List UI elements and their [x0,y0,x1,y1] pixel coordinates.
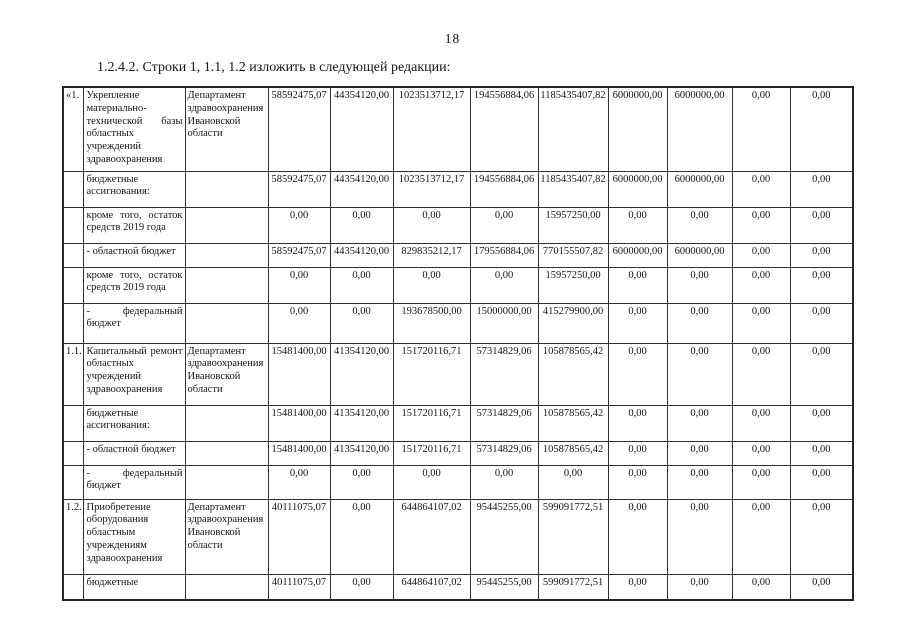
row-name-cell: кроме того, остаток средств 2019 года [83,267,185,303]
value-cell: 0,00 [608,207,667,243]
value-cell: 0,00 [790,343,853,405]
value-cell: 0,00 [667,343,732,405]
value-cell: 0,00 [732,441,790,465]
executor-cell [185,267,268,303]
row-name-cell: - федеральный бюджет [83,303,185,343]
value-cell: 1023513712,17 [393,171,470,207]
value-cell: 0,00 [790,499,853,574]
executor-cell [185,574,268,600]
value-cell: 6000000,00 [667,87,732,171]
value-cell: 0,00 [732,303,790,343]
value-cell: 6000000,00 [667,243,732,267]
table-row [63,207,853,243]
value-cell: 0,00 [667,441,732,465]
executor-cell [185,243,268,267]
row-name-cell: бюджетные ассигнования: [83,171,185,207]
value-cell: 0,00 [732,87,790,171]
value-cell: 0,00 [470,267,538,303]
value-cell: 1185435407,82 [538,171,608,207]
value-cell: 0,00 [608,343,667,405]
table-row [63,405,853,441]
row-number-cell [63,574,83,600]
value-cell: 0,00 [330,574,393,600]
value-cell: 41354120,00 [330,441,393,465]
value-cell: 57314829,06 [470,405,538,441]
value-cell: 0,00 [608,303,667,343]
value-cell: 194556884,06 [470,171,538,207]
value-cell: 0,00 [393,267,470,303]
value-cell: 0,00 [667,465,732,499]
value-cell: 151720116,71 [393,441,470,465]
value-cell: 40111075,07 [268,499,330,574]
table-row [63,243,853,267]
value-cell: 15481400,00 [268,441,330,465]
row-number-cell [63,207,83,243]
executor-cell [185,465,268,499]
value-cell: 6000000,00 [667,171,732,207]
row-number-cell [63,243,83,267]
row-number-cell [63,267,83,303]
value-cell: 0,00 [538,465,608,499]
value-cell: 0,00 [732,207,790,243]
page-number: 18 [444,31,461,46]
table-row [63,267,853,303]
executor-cell: Департамент здравоохранения Ивановской области [185,499,268,574]
row-name-cell: - областной бюджет [83,243,185,267]
table-row [63,87,853,171]
value-cell: 41354120,00 [330,405,393,441]
budget-table [62,86,854,601]
value-cell: 0,00 [268,465,330,499]
value-cell: 0,00 [330,267,393,303]
value-cell: 0,00 [790,87,853,171]
value-cell: 0,00 [790,207,853,243]
value-cell: 58592475,07 [268,243,330,267]
value-cell: 58592475,07 [268,171,330,207]
row-number-cell [63,465,83,499]
value-cell: 0,00 [667,267,732,303]
section-heading: 1.2.4.2. Строки 1, 1.1, 1.2 изложить в следующей редакции: [97,60,451,75]
value-cell: 105878565,42 [538,441,608,465]
value-cell: 0,00 [330,207,393,243]
value-cell: 0,00 [268,267,330,303]
value-cell: 95445255,00 [470,574,538,600]
row-number-cell [63,405,83,441]
value-cell: 0,00 [790,267,853,303]
table-row [63,303,853,343]
value-cell: 0,00 [268,207,330,243]
table-row [63,171,853,207]
value-cell: 0,00 [790,171,853,207]
value-cell: 0,00 [393,207,470,243]
value-cell: 0,00 [667,499,732,574]
value-cell: 57314829,06 [470,343,538,405]
table-row [63,465,853,499]
value-cell: 0,00 [790,574,853,600]
value-cell: 0,00 [608,405,667,441]
value-cell: 0,00 [732,267,790,303]
value-cell: 0,00 [790,441,853,465]
value-cell: 0,00 [330,303,393,343]
value-cell: 15000000,00 [470,303,538,343]
budget-table-body [63,87,853,600]
row-number-cell [63,441,83,465]
value-cell: 151720116,71 [393,405,470,441]
value-cell: 6000000,00 [608,87,667,171]
row-name-cell: Приобретение оборудования областным учреждениям здравоохранения [83,499,185,574]
row-number-cell: 1.2. [63,499,83,574]
row-name-cell: - областной бюджет [83,441,185,465]
value-cell: 44354120,00 [330,171,393,207]
value-cell: 0,00 [790,405,853,441]
value-cell: 0,00 [330,499,393,574]
value-cell: 0,00 [790,243,853,267]
value-cell: 415279900,00 [538,303,608,343]
value-cell: 15481400,00 [268,343,330,405]
row-name-cell: кроме того, остаток средств 2019 года [83,207,185,243]
table-row [63,343,853,405]
row-number-cell: 1.1. [63,343,83,405]
value-cell: 599091772,51 [538,574,608,600]
value-cell: 0,00 [608,574,667,600]
value-cell: 0,00 [790,465,853,499]
value-cell: 15957250,00 [538,267,608,303]
value-cell: 0,00 [732,343,790,405]
value-cell: 0,00 [667,303,732,343]
value-cell: 0,00 [608,465,667,499]
value-cell: 0,00 [732,243,790,267]
value-cell: 0,00 [732,499,790,574]
value-cell: 40111075,07 [268,574,330,600]
executor-cell [185,207,268,243]
value-cell: 0,00 [608,441,667,465]
value-cell: 15481400,00 [268,405,330,441]
row-number-cell [63,303,83,343]
value-cell: 0,00 [667,207,732,243]
value-cell: 0,00 [608,499,667,574]
table-row [63,499,853,574]
value-cell: 193678500,00 [393,303,470,343]
value-cell: 105878565,42 [538,343,608,405]
value-cell: 6000000,00 [608,243,667,267]
value-cell: 0,00 [330,465,393,499]
value-cell: 41354120,00 [330,343,393,405]
row-name-cell: бюджетные [83,574,185,600]
value-cell: 0,00 [790,303,853,343]
value-cell: 1185435407,82 [538,87,608,171]
value-cell: 151720116,71 [393,343,470,405]
value-cell: 194556884,06 [470,87,538,171]
row-name-cell: бюджетные ассигнования: [83,405,185,441]
value-cell: 0,00 [732,465,790,499]
row-name-cell: - федеральный бюджет [83,465,185,499]
value-cell: 95445255,00 [470,499,538,574]
value-cell: 6000000,00 [608,171,667,207]
value-cell: 644864107,02 [393,574,470,600]
value-cell: 57314829,06 [470,441,538,465]
row-name-cell: Капитальный ремонт областных учреждений здравоохранения [83,343,185,405]
executor-cell [185,405,268,441]
row-number-cell [63,171,83,207]
executor-cell: Департамент здравоохранения Ивановской области [185,343,268,405]
value-cell: 644864107,02 [393,499,470,574]
executor-cell [185,303,268,343]
value-cell: 0,00 [667,574,732,600]
value-cell: 0,00 [268,303,330,343]
value-cell: 105878565,42 [538,405,608,441]
value-cell: 58592475,07 [268,87,330,171]
value-cell: 0,00 [732,405,790,441]
executor-cell [185,441,268,465]
value-cell: 0,00 [732,171,790,207]
value-cell: 179556884,06 [470,243,538,267]
value-cell: 0,00 [608,267,667,303]
value-cell: 0,00 [393,465,470,499]
value-cell: 1023513712,17 [393,87,470,171]
row-number-cell: «1. [63,87,83,171]
value-cell: 15957250,00 [538,207,608,243]
value-cell: 0,00 [732,574,790,600]
row-name-cell: Укрепление материально-технической базы областных учреждений здравоохранения [83,87,185,171]
table-row [63,441,853,465]
executor-cell [185,171,268,207]
value-cell: 0,00 [470,465,538,499]
value-cell: 829835212,17 [393,243,470,267]
value-cell: 44354120,00 [330,87,393,171]
value-cell: 44354120,00 [330,243,393,267]
value-cell: 599091772,51 [538,499,608,574]
value-cell: 0,00 [470,207,538,243]
executor-cell: Департамент здравоохранения Ивановской области [185,87,268,171]
value-cell: 770155507,82 [538,243,608,267]
value-cell: 0,00 [667,405,732,441]
table-row [63,574,853,600]
